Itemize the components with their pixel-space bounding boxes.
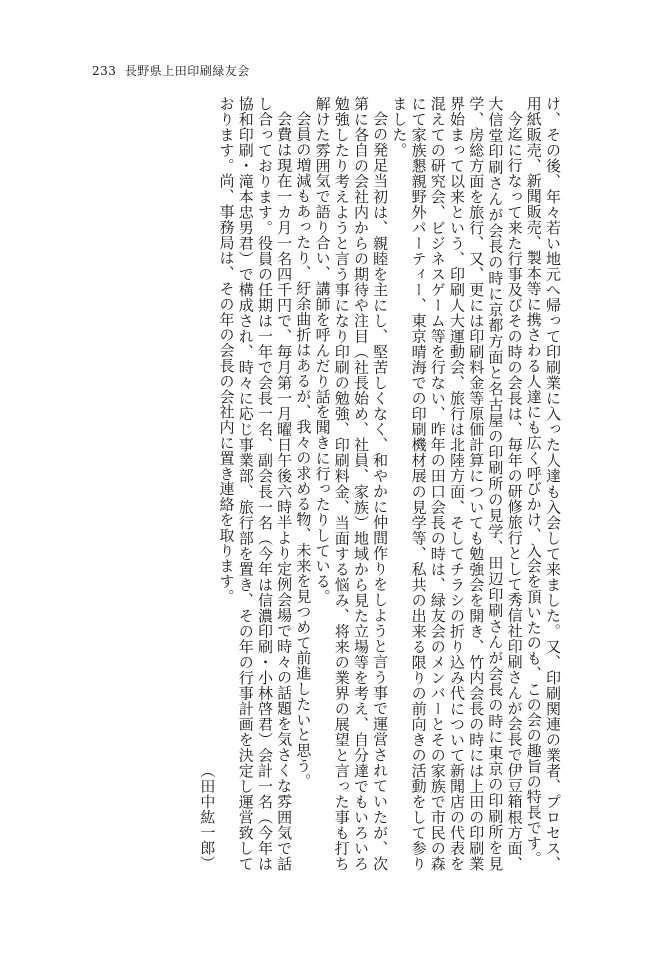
author-signature: （田中紘一郎） (198, 763, 217, 871)
paragraph-1: け、その後、年々若い地元へ帰って印刷業に入った人達も入会して来ました。又、印刷関連の業者、プロセス、用紙販売、新聞販売、製本等に携さわる人達にも広く呼びかけ、入会を頂いたのも、この会の趣旨の特長です。 (524, 96, 562, 871)
paragraph-2: 今迄に行なって来た行事及びその時の会長は、毎年の研修旅行として秀信社印刷さんが会長で伊豆箱根方面、大信堂印刷さんが会長の時に京都方面と名古屋の印刷所の見学、田辺印刷さんが会長の時に東京の印刷所を見学、房総方面を旅行、又、更には印刷料金等原価計算についても勉強会を開き、竹内会長の時には上田の印刷業界始まって以来という、印刷人大運動会、旅行は北陸方面、そしてチラシの折り込み代について新聞店の代表を混えての研究会、ビジネスゲーム等を行ない、昨年の田口会長の時は、緑友会のメンバーとその家族で市民の森にて家族懇親野外パーティー、東京晴海での印刷機材展の見学等、私共の出来る限りの前向きの活動をして参りました。 (390, 96, 524, 871)
paragraph-4: 会員の増減もあったり、紆余曲折はあるが、我々の求める物、未来を見つめて前進したいと思う。 (294, 111, 313, 789)
page-number: 233 (92, 64, 117, 78)
running-header (92, 62, 250, 79)
header-title: 長野県上田印刷緑友会 (124, 64, 250, 78)
paragraph-3: 会の発足当初は、親睦を主にし、堅苦しくなく、和やかに仲間作りをしようと言う事で運営されていたが、次第に各自の会社内からの期待や注目（社長始め、社員、家族）地域から見た立場等を考え、自分達でもいろいろ勉強したり考えようと言う事になり印刷の勉強、印刷料金、当面する悩み、将来の業界の展望と言った事も打ち解けた雰囲気で語り合い、講師を呼んだり話を聞きに行ったりしている。 (313, 96, 390, 871)
paragraph-5: 会費は現在一カ月一名四千円で、毎月第一月曜日午後六時半より定例会場で時々の話題を気さくな雰囲気で話し合っております。役員の任期は一年で会長一名、副会長一名（今年は信濃印刷・小林啓君）会計一名（今年は協和印刷・滝本忠男君）で構成され、時々に応じ事業部、旅行部を置き、その年の行事計画を決定し運営致しております。尚、事務局は、その年の会長の会社内に置き連絡を取ります。 (217, 96, 294, 871)
vertical-body-text (82, 96, 562, 871)
